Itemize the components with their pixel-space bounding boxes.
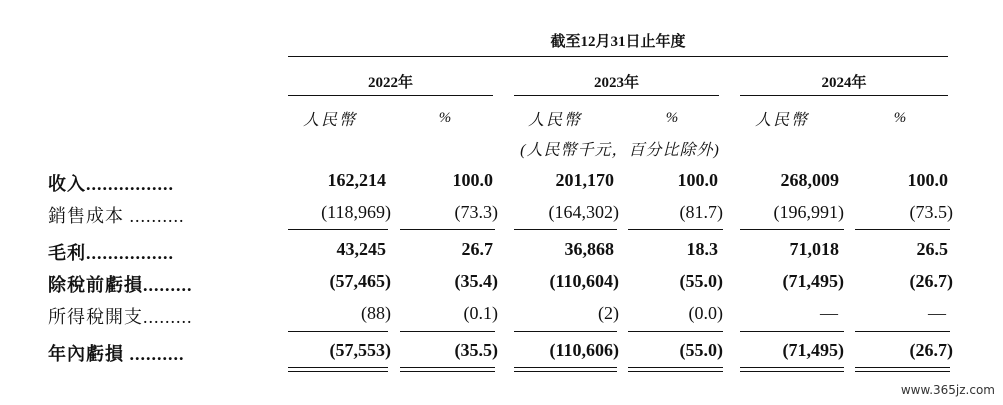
total-double-rule: [740, 367, 844, 372]
cell-gross-2023-pct: 18.3: [686, 239, 718, 259]
cell-tax-2024-amount: —: [820, 303, 838, 323]
period-rule: [288, 56, 948, 57]
cell-loss-2024-pct: (26.7): [909, 340, 953, 360]
cell-tax-2022-amount: (88): [361, 303, 391, 323]
unit-label-2023: 人民幣: [528, 112, 583, 129]
cell-gross-2023-amount: 36,868: [564, 239, 614, 259]
cell-revenue-2023-pct: 100.0: [677, 170, 718, 190]
row-label-dots: .........: [143, 275, 193, 295]
subtotal-rule: [740, 331, 844, 332]
cell-tax-2022-pct: (0.1): [463, 303, 498, 323]
cell-loss-2023-amount: (110,606): [549, 340, 619, 360]
year-2023: 2023年: [593, 75, 639, 91]
row-label-text: 銷售成本: [48, 206, 124, 226]
cell-cost-2023-amount: (164,302): [548, 202, 619, 222]
total-double-rule: [400, 367, 495, 372]
row-label-loss-for-year: [48, 340, 283, 366]
subtotal-rule: [400, 229, 495, 230]
total-double-rule: [628, 367, 723, 372]
cell-revenue-2024-pct: 100.0: [907, 170, 948, 190]
row-label-text: 除稅前虧損: [48, 275, 143, 295]
cell-lbt-2022-amount: (57,465): [329, 271, 391, 291]
row-label-text: 年內虧損: [48, 344, 124, 364]
row-label-dots: ................: [86, 243, 174, 263]
cell-cost-2024-pct: (73.5): [909, 202, 953, 222]
row-label-cost-of-sales: [48, 202, 283, 228]
cell-tax-2023-pct: (0.0): [688, 303, 723, 323]
period-title: 截至12月31日止年度: [550, 34, 686, 50]
watermark: www.365jz.com: [900, 383, 995, 397]
subtotal-rule: [855, 331, 950, 332]
row-label-text: 毛利: [48, 243, 86, 263]
cell-lbt-2022-pct: (35.4): [454, 271, 498, 291]
cell-lbt-2023-pct: (55.0): [679, 271, 723, 291]
year-rule-2022: [288, 95, 493, 96]
unit-label-2022: 人民幣: [303, 112, 358, 129]
subtotal-rule: [628, 229, 723, 230]
cell-revenue-2022-pct: 100.0: [452, 170, 493, 190]
subtotal-rule: [855, 229, 950, 230]
subtotal-rule: [514, 229, 617, 230]
pct-label-2023: %: [665, 110, 679, 126]
year-rule-2024: [740, 95, 948, 96]
cell-loss-2023-pct: (55.0): [679, 340, 723, 360]
year-2022: 2022年: [367, 75, 413, 91]
cell-lbt-2024-pct: (26.7): [909, 271, 953, 291]
unit-label-2024: 人民幣: [755, 112, 810, 129]
pct-label-2022: %: [438, 110, 452, 126]
row-label-loss-before-tax: [48, 271, 283, 297]
subtotal-rule: [288, 331, 388, 332]
cell-gross-2022-pct: 26.7: [461, 239, 493, 259]
unit-note: (人民幣千元，百分比除外): [520, 142, 720, 159]
cell-gross-2024-pct: 26.5: [916, 239, 948, 259]
row-label-dots: ..........: [129, 344, 185, 364]
total-double-rule: [514, 367, 617, 372]
row-label-revenue: [48, 170, 283, 196]
cell-cost-2023-pct: (81.7): [679, 202, 723, 222]
year-rule-2023: [514, 95, 719, 96]
row-label-dots: ................: [86, 174, 174, 194]
cell-revenue-2024-amount: 268,009: [780, 170, 839, 190]
subtotal-rule: [288, 229, 388, 230]
subtotal-rule: [400, 331, 495, 332]
total-double-rule: [855, 367, 950, 372]
pct-label-2024: %: [893, 110, 907, 126]
year-2024: 2024年: [821, 75, 867, 91]
cell-gross-2022-amount: 43,245: [336, 239, 386, 259]
cell-cost-2024-amount: (196,991): [773, 202, 844, 222]
cell-cost-2022-pct: (73.3): [454, 202, 498, 222]
row-label-text: 收入: [48, 174, 86, 194]
subtotal-rule: [740, 229, 844, 230]
cell-cost-2022-amount: (118,969): [321, 202, 391, 222]
row-label-gross-profit: [48, 239, 283, 265]
cell-tax-2023-amount: (2): [598, 303, 619, 323]
row-label-income-tax: [48, 303, 283, 329]
row-label-text: 所得稅開支: [48, 307, 143, 327]
subtotal-rule: [628, 331, 723, 332]
row-label-dots: .........: [143, 307, 193, 327]
cell-loss-2022-amount: (57,553): [329, 340, 391, 360]
subtotal-rule: [514, 331, 617, 332]
cell-loss-2022-pct: (35.5): [454, 340, 498, 360]
total-double-rule: [288, 367, 388, 372]
cell-loss-2024-amount: (71,495): [782, 340, 844, 360]
cell-lbt-2024-amount: (71,495): [782, 271, 844, 291]
cell-revenue-2023-amount: 201,170: [555, 170, 614, 190]
cell-lbt-2023-amount: (110,604): [549, 271, 619, 291]
cell-gross-2024-amount: 71,018: [789, 239, 839, 259]
cell-revenue-2022-amount: 162,214: [327, 170, 386, 190]
cell-tax-2024-pct: —: [928, 303, 946, 323]
row-label-dots: ..........: [129, 206, 185, 226]
